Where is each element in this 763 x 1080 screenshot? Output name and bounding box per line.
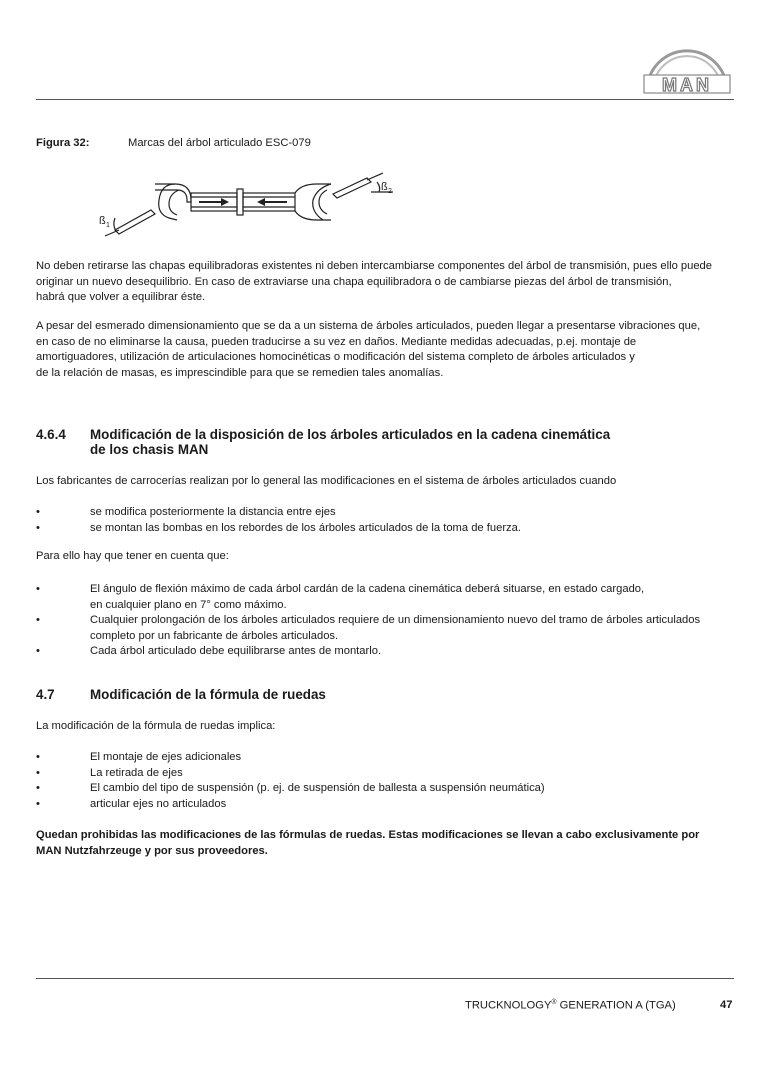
beta2-subscript: 2 bbox=[388, 188, 392, 195]
list-item bbox=[36, 505, 736, 521]
list-item-text: se modifica posteriormente la distancia entre ejes bbox=[90, 506, 336, 518]
header-rule bbox=[36, 99, 734, 100]
arrow-right-icon bbox=[221, 198, 229, 206]
notice-line: MAN Nutzfahrzeuge y por sus proveedores. bbox=[36, 844, 268, 857]
page-number: 47 bbox=[720, 999, 733, 1011]
paragraph-line: de la relación de masas, es imprescindible para que se remedien tales anomalías. bbox=[36, 366, 444, 379]
section-title-line: de los chasis MAN bbox=[90, 442, 209, 457]
bullet: • bbox=[36, 614, 40, 627]
list-bodybuilder-cases bbox=[36, 505, 736, 536]
list-item-text: Cada árbol articulado debe equilibrarse antes de montarlo. bbox=[90, 645, 382, 658]
list-item-text: Cualquier prolongación de los árboles articulados requiere de un dimensionamiento nuevo del tramo de árboles articulados bbox=[90, 614, 701, 627]
list-item bbox=[36, 750, 736, 766]
footer-brand: TRUCKNOLOGY bbox=[465, 999, 552, 1012]
arrow-left-icon bbox=[257, 198, 265, 206]
section-title: Modificación de la fórmula de ruedas bbox=[90, 687, 326, 702]
list-item bbox=[36, 797, 736, 813]
right-pin bbox=[333, 178, 371, 198]
paragraph-line: habrá que volver a equilibrar éste. bbox=[36, 291, 206, 304]
list-wheel-formula bbox=[36, 750, 736, 812]
left-pin bbox=[115, 210, 155, 234]
paragraph-line: originar un nuevo desequilibrio. En caso de extraviarse una chapa equilibradora o de cambiarse piezas del árbol de transmisión, bbox=[36, 275, 672, 288]
paragraph-line: amortiguadores, utilización de articulaciones homocinéticas o modificación del sistema completo de árboles articulados y bbox=[36, 351, 635, 364]
bullet: • bbox=[36, 521, 40, 534]
figure-caption-text: Marcas del árbol articulado ESC-079 bbox=[128, 137, 311, 149]
list-item-text: articular ejes no articulados bbox=[90, 797, 227, 810]
man-logo bbox=[640, 42, 734, 97]
driveshaft-diagram bbox=[95, 170, 395, 245]
section-number: 4.7 bbox=[36, 687, 55, 702]
section-intro-2 bbox=[36, 549, 736, 565]
beta1-symbol: ß bbox=[99, 215, 106, 227]
paragraph-line: No deben retirarse las chapas equilibradoras existentes ni deben intercambiarse componentes del árbol de transmisión, pues ello puede bbox=[36, 260, 713, 272]
bullet: • bbox=[36, 782, 40, 795]
footer-title bbox=[465, 999, 676, 1012]
list-requirements bbox=[36, 582, 736, 660]
paragraph-vibrations bbox=[36, 319, 736, 381]
list-item-text: se montan las bombas en los rebordes de los árboles articulados de la toma de fuerza. bbox=[90, 521, 521, 534]
prohibition-notice bbox=[36, 828, 736, 859]
footer-title-rest: GENERATION A (TGA) bbox=[556, 999, 676, 1012]
section-intro bbox=[36, 474, 736, 490]
list-item-text: completo por un fabricante de árboles articulados. bbox=[90, 629, 339, 642]
beta2-symbol: ß bbox=[381, 181, 388, 193]
registered-mark: ® bbox=[551, 999, 557, 1006]
list-item bbox=[36, 521, 736, 537]
list-item-text: El ángulo de flexión máximo de cada árbol cardán de la cadena cinemática deberá situarse, en estado cargado, bbox=[90, 583, 645, 595]
section-title-line: Modificación de la disposición de los árboles articulados en la cadena cinemática bbox=[90, 427, 611, 442]
list-item-text: La retirada de ejes bbox=[90, 766, 183, 779]
list-item bbox=[36, 766, 736, 782]
paragraph-balancing bbox=[36, 259, 736, 306]
paragraph-line: en caso de no eliminarse la causa, pueden traducirse a su vez en daños. Mediante medidas adecuadas, p.ej. montaje de bbox=[36, 335, 637, 348]
notice-line: Quedan prohibidas las modificaciones de las fórmulas de ruedas. Estas modificaciones se llevan a cabo exclusivamente por bbox=[36, 829, 700, 841]
section-number: 4.6.4 bbox=[36, 427, 66, 442]
paragraph-line: A pesar del esmerado dimensionamiento que se da a un sistema de árboles articulados, pueden llegar a presentarse vibraciones que, bbox=[36, 320, 701, 332]
list-item bbox=[36, 582, 736, 613]
list-item-text: El montaje de ejes adicionales bbox=[90, 751, 242, 763]
bullet: • bbox=[36, 583, 40, 595]
beta1-subscript: 1 bbox=[106, 222, 110, 229]
list-item-text: El cambio del tipo de suspensión (p. ej. de suspensión de ballesta a suspensión neumática) bbox=[90, 782, 545, 795]
list-item bbox=[36, 644, 736, 660]
footer-rule bbox=[36, 978, 734, 979]
bullet: • bbox=[36, 751, 40, 763]
logo-text: MAN bbox=[662, 75, 712, 95]
list-item bbox=[36, 613, 736, 644]
section-4-7-intro bbox=[36, 719, 736, 735]
list-item bbox=[36, 781, 736, 797]
figure-label: Figura 32: bbox=[36, 137, 90, 149]
bullet: • bbox=[36, 797, 40, 810]
intro-text: Para ello hay que tener en cuenta que: bbox=[36, 550, 229, 562]
list-item-text: en cualquier plano en 7° como máximo. bbox=[90, 598, 287, 611]
shaft-sleeve bbox=[237, 189, 243, 215]
bullet: • bbox=[36, 645, 40, 658]
bullet: • bbox=[36, 506, 40, 518]
bullet: • bbox=[36, 766, 40, 779]
intro-text: La modificación de la fórmula de ruedas implica: bbox=[36, 720, 276, 732]
intro-text: Los fabricantes de carrocerías realizan por lo general las modificaciones en el sistema de árboles articulados cuando bbox=[36, 475, 617, 487]
